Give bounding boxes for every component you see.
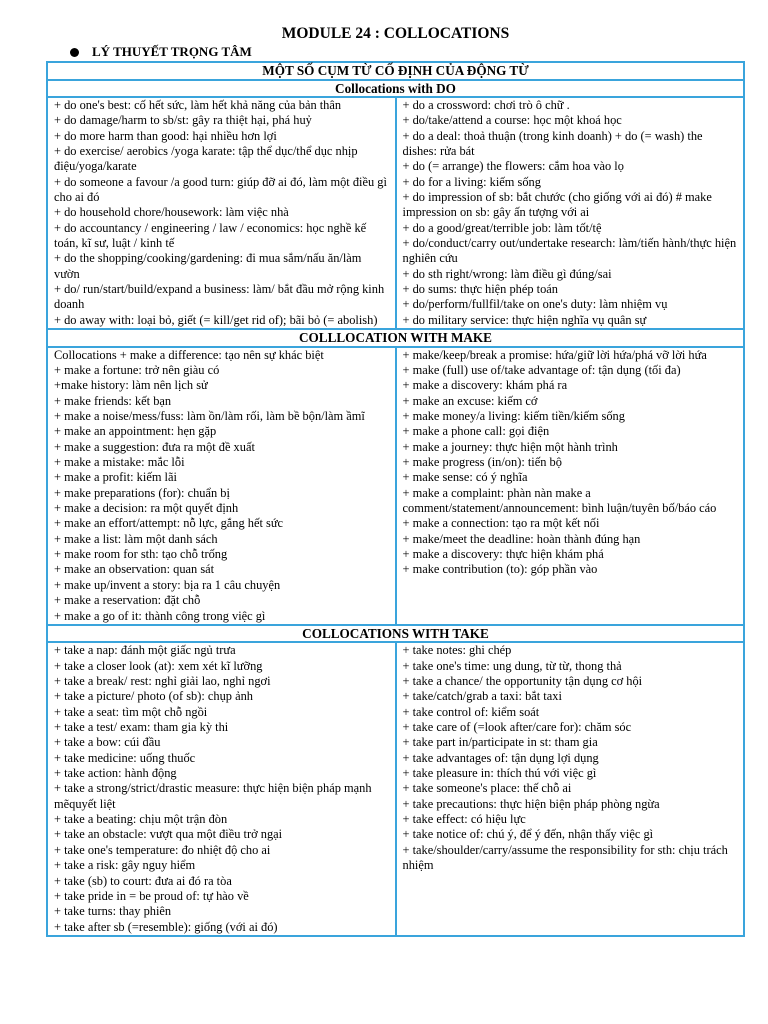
collocation-entry: + do/take/attend a course: học một khoá học <box>402 113 622 128</box>
collocation-entry: + make up/invent a story: bịa ra 1 câu chuyện <box>54 577 281 592</box>
collocation-entry: + take a closer look (at): xem xét kĩ lưỡng <box>54 658 263 673</box>
collocation-entry: + take a chance/ the opportunity tận dụng cơ hội <box>402 674 643 689</box>
collocation-entry: + take notes: ghi chép <box>402 643 512 658</box>
section-subtitle <box>70 43 745 61</box>
collocation-entry: + do a crossword: chơi trò ô chữ . <box>402 98 570 112</box>
collocation-entry: + make an excuse: kiếm cớ <box>402 393 538 408</box>
collocation-entry: + do away with: loại bỏ, giết (= kill/get rid of); bãi bỏ (= abolish) <box>54 312 378 327</box>
collocation-entry: + make an observation: quan sát <box>54 562 215 577</box>
collocation-entry: + take a strong/strict/drastic measure: thực hiện biện pháp mạnh mẽquyết liệt <box>54 781 372 811</box>
collocation-entry: + make money/a living: kiếm tiền/kiếm sống <box>402 409 625 424</box>
take-right-column <box>396 642 745 936</box>
collocation-entry: +make history: làm nên lịch sử <box>54 378 208 393</box>
collocation-entry: + take an obstacle: vượt qua một điều trở ngại <box>54 827 283 842</box>
collocation-entry: + do the shopping/cooking/gardening: đi mua sắm/nấu ăn/làm vườn <box>54 251 362 281</box>
take-left-column <box>47 642 396 936</box>
section-heading-row <box>47 80 744 98</box>
table-title: MỘT SỐ CỤM TỪ CỐ ĐỊNH CỦA ĐỘNG TỪ <box>47 62 744 80</box>
collocation-entry: + make a noise/mess/fuss: làm ồn/làm rối, làm bề bộn/làm ầmĩ <box>54 409 365 424</box>
collocation-entry: + do/conduct/carry out/undertake research: làm/tiến hành/thực hiện nghiên cứu <box>402 236 737 266</box>
collocation-entry: + take a beating: chịu một trận đòn <box>54 812 228 827</box>
collocation-entry: + do military service: thực hiện nghĩa vụ quân sự <box>402 312 647 327</box>
collocation-entry: + take action: hành động <box>54 766 177 781</box>
collocation-entry: + make an effort/attempt: nỗ lực, gắng hết sức <box>54 516 284 531</box>
collocation-entry: + take someone's place: thế chỗ ai <box>402 781 572 796</box>
collocation-entry: + do household chore/housework: làm việc nhà <box>54 205 289 220</box>
collocation-entry: + take a risk: gây nguy hiểm <box>54 858 196 873</box>
collocation-entry: + make/keep/break a promise: hứa/giữ lời hứa/phá vỡ lời hứa <box>402 347 707 362</box>
collocation-entry: + make a discovery: thực hiện khám phá <box>402 547 604 562</box>
collocation-entry: + do (= arrange) the flowers: cắm hoa vào lọ <box>402 159 624 174</box>
collocation-entry: + make a decision: ra một quyết định <box>54 501 239 516</box>
make-right-column <box>396 347 745 625</box>
collocation-entry: + make a phone call: gọi điện <box>402 424 550 439</box>
collocation-entry: + do a good/great/terrible job: làm tốt/tệ <box>402 220 602 235</box>
collocation-entry: + take control of: kiểm soát <box>402 704 540 719</box>
collocation-entry: + take notice of: chú ý, để ý đến, nhận thấy việc gì <box>402 827 654 842</box>
collocation-entry: + take part in/participate in st: tham gia <box>402 735 598 750</box>
collocation-entry: + do/ run/start/build/expand a business: làm/ bắt đầu mở rộng kinh doanh <box>54 282 385 312</box>
collocation-entry: + make/meet the deadline: hoàn thành đúng hạn <box>402 531 641 546</box>
collocation-entry: + take a break/ rest: nghỉ giải lao, nghỉ ngơi <box>54 674 271 689</box>
collocation-entry: + make a reservation: đặt chỗ <box>54 593 201 608</box>
collocation-entry: + take pride in = be proud of: tự hào về <box>54 888 249 903</box>
collocation-entry: + make a list: làm một danh sách <box>54 531 218 546</box>
collocation-entry: + make an appointment: hẹn gặp <box>54 424 217 439</box>
collocation-entry: + take (sb) to court: đưa ai đó ra tòa <box>54 873 232 888</box>
collocation-entry: + do sums: thực hiện phép toán <box>402 282 558 297</box>
collocation-entry: + make a fortune: trở nên giàu có <box>54 363 220 377</box>
collocation-entry: + make (full) use of/take advantage of: tận dụng (tối đa) <box>402 363 681 377</box>
section-heading-make: COLLLOCATION WITH MAKE <box>47 329 744 347</box>
collocation-entry: + do impression of sb: bắt chước (cho giống với ai đó) # make impression on sb: gây ấn tượng với ai <box>402 190 712 220</box>
page-title: MODULE 24 : COLLOCATIONS <box>281 25 510 42</box>
make-left-column <box>47 347 396 625</box>
section-body-row <box>47 97 744 329</box>
section-heading-take: COLLOCATIONS WITH TAKE <box>47 625 744 643</box>
collocation-entry: + make a journey: thực hiện một hành trình <box>402 439 618 454</box>
do-right-column <box>396 97 745 329</box>
collocation-entry: + make a profit: kiếm lãi <box>54 470 177 485</box>
collocation-entry: + take one's time: ung dung, từ từ, thong thả <box>402 658 622 673</box>
collocation-entry: + take/catch/grab a taxi: bắt taxi <box>402 689 562 704</box>
collocation-entry: + do one's best: cố hết sức, làm hết khả năng của bản thân <box>54 98 342 112</box>
collocation-entry: + make a suggestion: đưa ra một đề xuất <box>54 439 255 454</box>
collocation-entry: + take/shoulder/carry/assume the responsibility for sth: chịu trách nhiệm <box>402 842 728 873</box>
collocation-entry: + make a connection: tạo ra một kết nối <box>402 516 600 531</box>
collocation-entry: + make a go of it: thành công trong việc gì <box>54 608 266 623</box>
collocation-entry: + make friends: kết bạn <box>54 393 172 408</box>
collocation-entry: + take a seat: tìm một chỗ ngồi <box>54 704 208 719</box>
collocation-entry: + make progress (in/on): tiến bộ <box>402 455 562 470</box>
collocation-entry: + take a test/ exam: tham gia kỳ thi <box>54 720 229 735</box>
collocation-entry: + take a picture/ photo (of sb): chụp ảnh <box>54 689 253 704</box>
collocation-entry: + do damage/harm to sb/st: gây ra thiệt hại, phá huỷ <box>54 113 312 128</box>
collocation-entry: + make a complaint: phàn nàn make a comment/statement/announcement: bình luận/tuyên bố/báo cáo <box>402 485 717 516</box>
collocation-entry: + make room for sth: tạo chỗ trống <box>54 547 228 562</box>
collocation-entry: + take effect: có hiệu lực <box>402 812 526 827</box>
subtitle-text: LÝ THUYẾT TRỌNG TÂM <box>92 44 252 59</box>
collocation-entry: + make contribution (to): góp phần vào <box>402 562 598 577</box>
collocation-entry: Collocations + make a difference: tạo nên sự khác biệt <box>54 347 324 362</box>
collocations-table <box>46 61 745 937</box>
collocation-entry: + take a bow: cúi đầu <box>54 735 161 750</box>
collocation-entry: + do sth right/wrong: làm điều gì đúng/sai <box>402 266 612 281</box>
table-title-row <box>47 62 744 80</box>
section-body-row <box>47 642 744 936</box>
collocation-entry: + make a discovery: khám phá ra <box>402 378 568 393</box>
collocation-entry: + do exercise/ aerobics /yoga karate: tập thể dục/thể dục nhịp điệu/yoga/karate <box>54 144 358 174</box>
collocation-entry: + take one's temperature: đo nhiệt độ cho ai <box>54 842 271 857</box>
collocation-entry: + do for a living: kiếm sống <box>402 174 541 189</box>
collocation-entry: + take a nap: đánh một giấc ngủ trưa <box>54 643 236 658</box>
document-page <box>46 24 745 937</box>
collocation-entry: + make a mistake: mắc lỗi <box>54 455 185 470</box>
collocation-entry: + take precautions: thực hiện biện pháp phòng ngừa <box>402 796 660 811</box>
collocation-entry: + take turns: thay phiên <box>54 904 172 919</box>
collocation-entry: + take care of (=look after/care for): chăm sóc <box>402 720 632 735</box>
collocation-entry: + take medicine: uống thuốc <box>54 750 196 765</box>
do-left-column <box>47 97 396 329</box>
section-heading-do: Collocations with DO <box>47 80 744 98</box>
collocation-entry: + take after sb (=resemble): giống (với ai đó) <box>54 919 278 934</box>
section-body-row <box>47 347 744 625</box>
bullet-icon <box>70 48 79 57</box>
collocation-entry: + make preparations (for): chuẩn bị <box>54 485 230 500</box>
collocation-entry: + make sense: có ý nghĩa <box>402 470 528 485</box>
collocation-entry: + do more harm than good: hại nhiều hơn lợi <box>54 128 277 143</box>
collocation-entry: + do someone a favour /a good turn: giúp đỡ ai đó, làm một điều gì cho ai đó <box>54 174 387 205</box>
section-heading-row <box>47 625 744 643</box>
section-heading-row <box>47 329 744 347</box>
collocation-entry: + take advantages of: tận dụng lợi dụng <box>402 750 599 765</box>
collocation-entry: + do accountancy / engineering / law / economics: học nghề kế toán, kĩ sư, luật / kinh tế <box>54 220 367 251</box>
collocation-entry: + do a deal: thoả thuận (trong kinh doanh) + do (= wash) the dishes: rửa bát <box>402 128 703 159</box>
collocation-entry: + do/perform/fullfil/take on one's duty: làm nhiệm vụ <box>402 297 668 312</box>
collocation-entry: + take pleasure in: thích thú với việc gì <box>402 766 597 781</box>
